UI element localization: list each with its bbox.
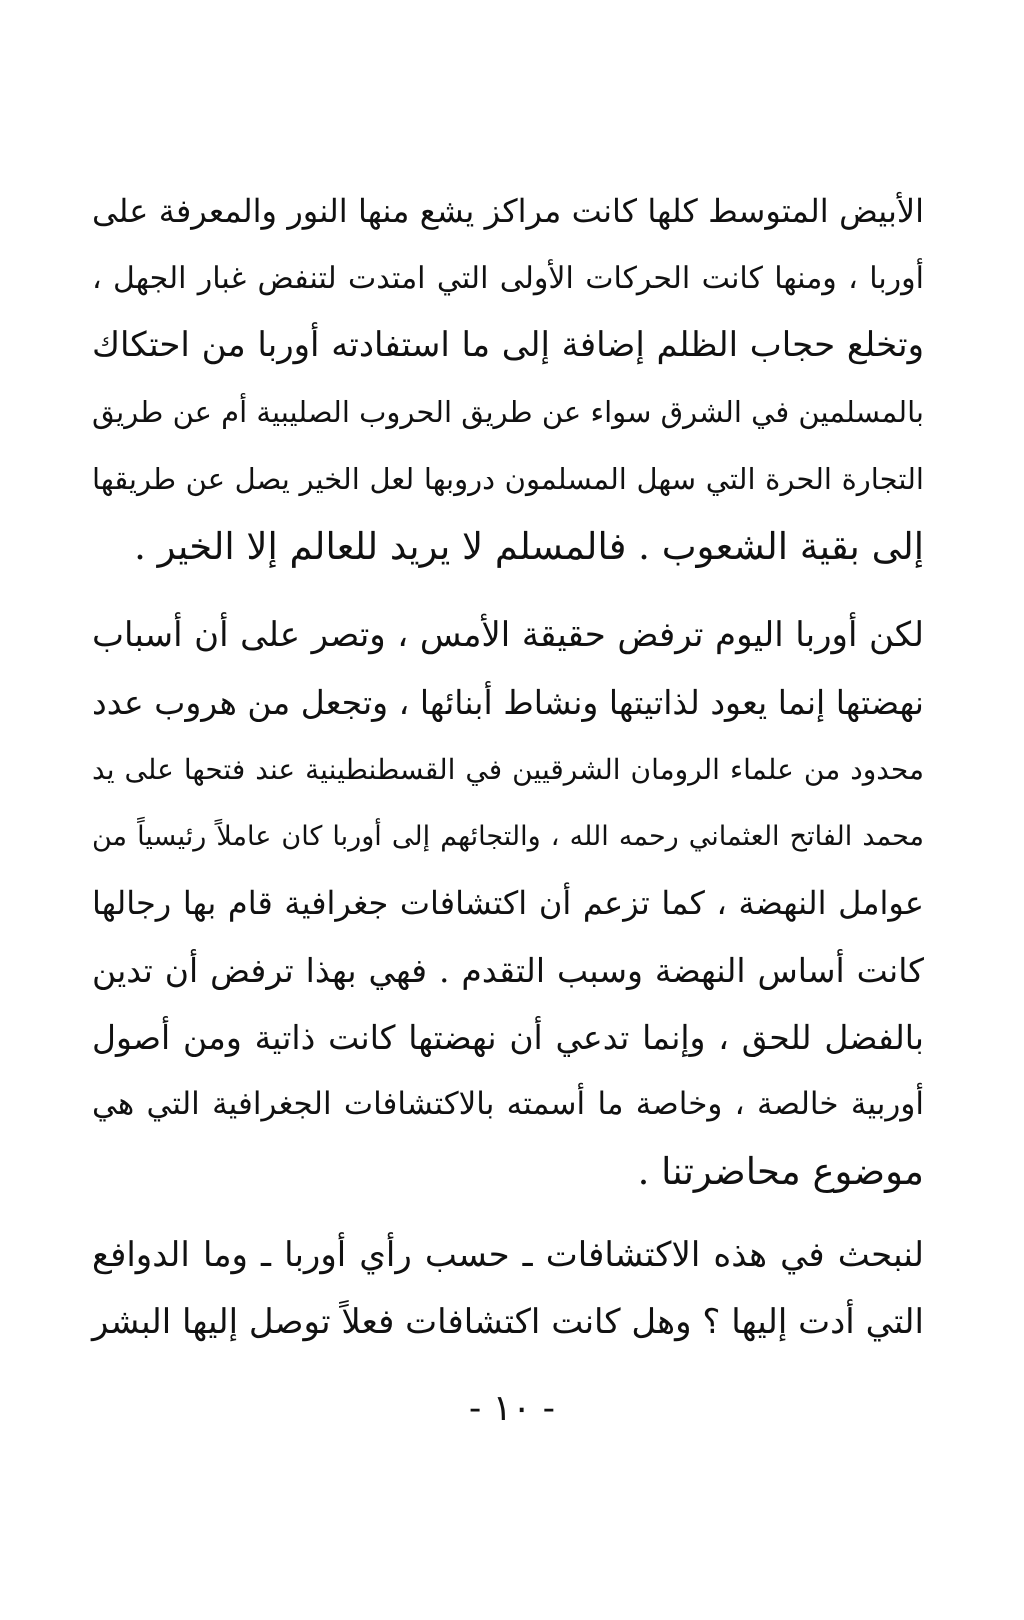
text-line: محمد الفاتح العثماني رحمه الله ، والتجائهم إلى أوربا كان عاملاً رئيسياً من bbox=[92, 821, 924, 852]
text-line: عوامل النهضة ، كما تزعم أن اكتشافات جغرافية قام بها رجالها bbox=[92, 884, 925, 922]
text-line: التجارة الحرة التي سهل المسلمون دروبها لعل الخير يصل عن طريقها bbox=[92, 462, 924, 496]
text-line: الأبيض المتوسط كلها كانت مراكز يشع منها النور والمعرفة على bbox=[92, 192, 924, 230]
paragraph-2 bbox=[92, 602, 924, 1205]
text-line: بالفضل للحق ، وإنما تدعي أن نهضتها كانت ذاتية ومن أصول bbox=[92, 1018, 924, 1057]
text-line: لكن أوربا اليوم ترفض حقيقة الأمس ، وتصر على أن أسباب bbox=[92, 615, 924, 655]
text-line: نهضتها إنما يعود لذاتيتها ونشاط أبنائها ، وتجعل من هروب عدد bbox=[92, 683, 924, 722]
text-line: إلى بقية الشعوب . فالمسلم لا يريد للعالم إلا الخير . bbox=[134, 525, 924, 568]
text-line: موضوع محاضرتنا . bbox=[637, 1150, 924, 1193]
text-line: أوربية خالصة ، وخاصة ما أسمته بالاكتشافات الجغرافية التي هي bbox=[92, 1086, 924, 1122]
text-line: كانت أساس النهضة وسبب التقدم . فهي بهذا ترفض أن تدين bbox=[92, 951, 924, 990]
text-line: أوربا ، ومنها كانت الحركات الأولى التي امتدت لتنفض غبار الجهل ، bbox=[92, 261, 924, 296]
text-line: بالمسلمين في الشرق سواء عن طريق الحروب الصليبية أم عن طريق bbox=[92, 395, 924, 429]
text-line: لنبحث في هذه الاكتشافات ـ حسب رأي أوربا ـ وما الدوافع bbox=[92, 1235, 924, 1275]
paragraph-3 bbox=[92, 1222, 924, 1356]
paragraph-1 bbox=[92, 178, 924, 580]
text-line: التي أدت إليها ؟ وهل كانت اكتشافات فعلاً توصل إليها البشر bbox=[92, 1302, 924, 1342]
page-number: - ١٠ - bbox=[469, 1388, 555, 1429]
text-line: محدود من علماء الرومان الشرقيين في القسطنطينية عند فتحها على يد bbox=[92, 753, 924, 786]
text-line: وتخلع حجاب الظلم إضافة إلى ما استفادته أوربا من احتكاك bbox=[92, 325, 924, 365]
